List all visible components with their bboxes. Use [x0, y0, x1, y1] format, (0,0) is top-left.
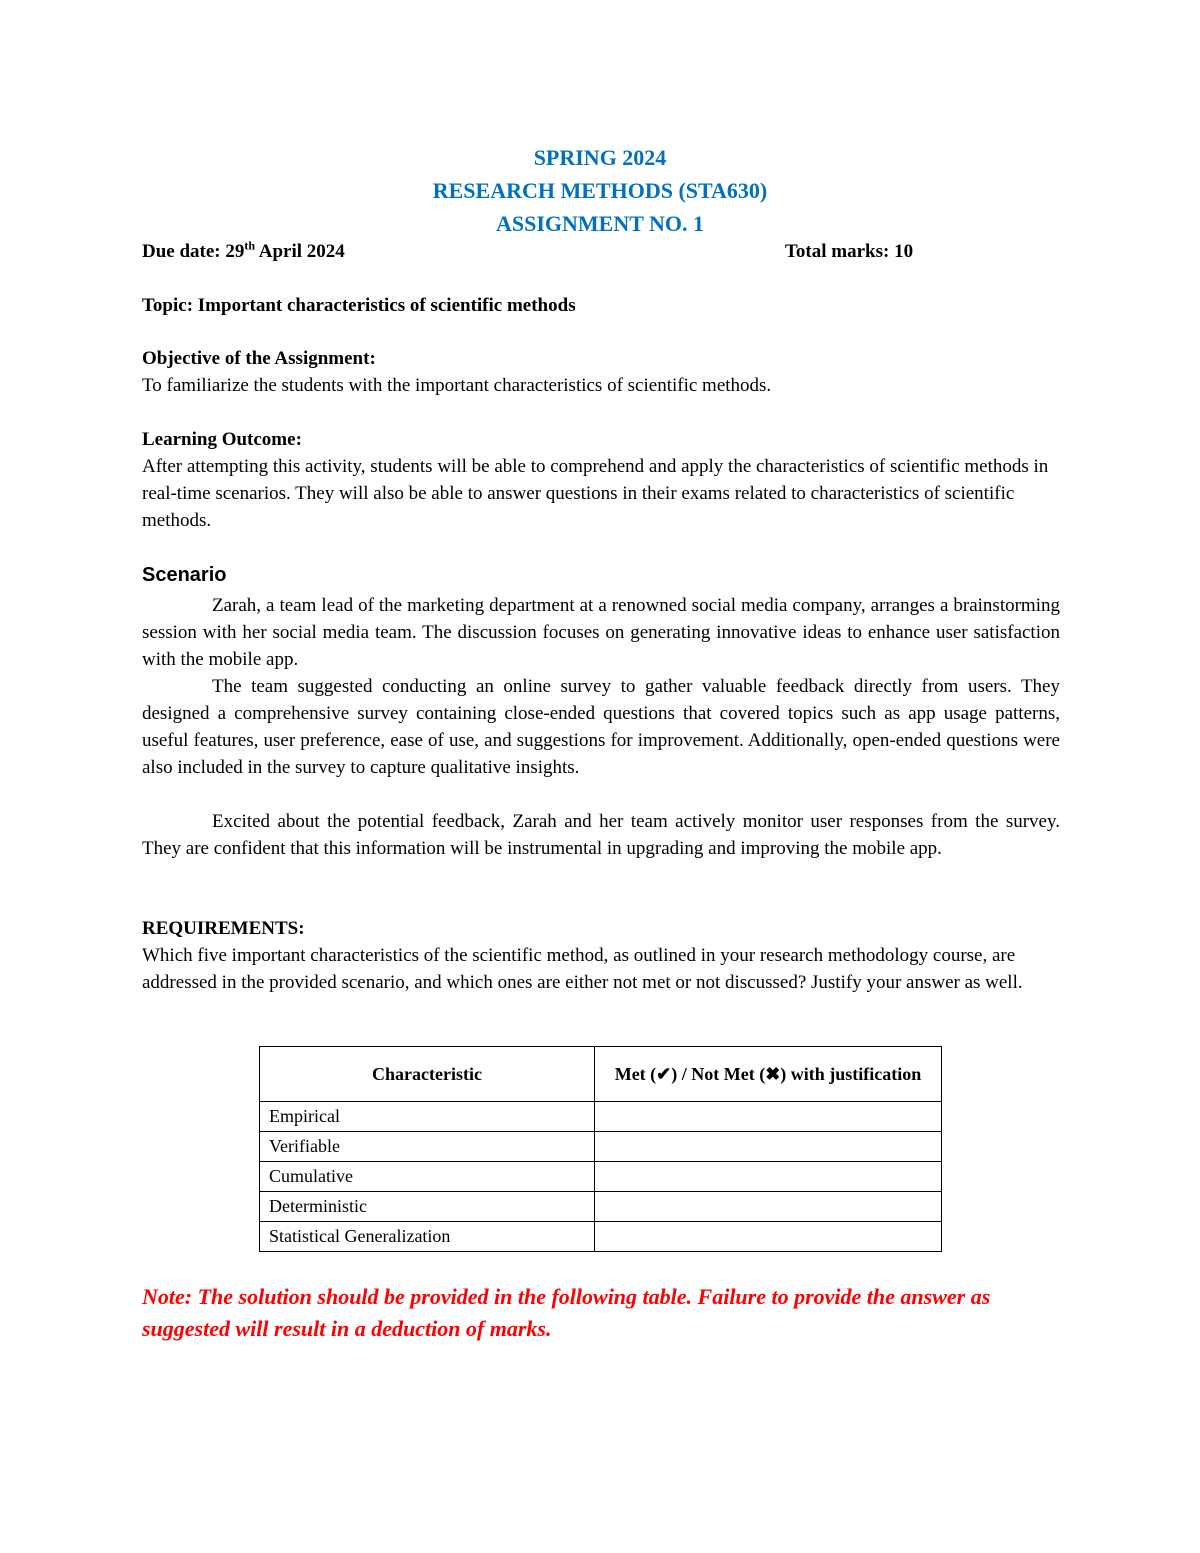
- justification-cell: [595, 1192, 942, 1222]
- semester-title: SPRING 2024: [533, 145, 667, 170]
- table-row: [260, 1222, 942, 1252]
- requirements-text: Which five important characteristics of the scientific method, as outlined in your research methodology course, are addressed in the provided scenario, and which ones are either not met or not discussed? Justify your answer as well.: [142, 945, 1023, 993]
- objective-heading: Objective of the Assignment:: [142, 348, 376, 369]
- requirements-heading: REQUIREMENTS:: [142, 918, 305, 939]
- table-row: [260, 1102, 942, 1132]
- due-date: [142, 240, 345, 264]
- topic: Topic: Important characteristics of scientific methods: [142, 295, 576, 316]
- characteristic-cell: Empirical: [260, 1102, 595, 1132]
- table-row: [260, 1132, 942, 1162]
- table-row: [260, 1162, 942, 1192]
- due-date-suffix: th: [244, 238, 256, 253]
- due-date-label: Due date: 29: [142, 241, 245, 262]
- characteristic-cell: Verifiable: [260, 1132, 595, 1162]
- table-header-row: [260, 1047, 942, 1102]
- scenario-paragraph-1: Zarah, a team lead of the marketing department at a renowned social media company, arranges a brainstorming session with her social media team. The discussion focuses on generating innovative ideas to enhance user satisfaction with the mobile app.: [142, 595, 1060, 670]
- learning-outcome-text: After attempting this activity, students will be able to comprehend and apply the characteristics of scientific methods in real-time scenarios. They will also be able to answer questions in their exams related to characteristics of scientific methods.: [142, 456, 1049, 531]
- characteristic-cell: Statistical Generalization: [260, 1222, 595, 1252]
- characteristic-column-header: Characteristic: [260, 1047, 595, 1102]
- table-row: [260, 1192, 942, 1222]
- objective-text: To familiarize the students with the important characteristics of scientific methods.: [142, 375, 772, 396]
- scenario-paragraph-2: The team suggested conducting an online survey to gather valuable feedback directly from users. They designed a comprehensive survey containing close-ended questions that covered topics such as app usage patterns, useful features, user preference, ease of use, and suggestions for improvement. Additionally, open-ended questions were also included in the survey to capture qualitative insights.: [142, 676, 1060, 778]
- characteristics-table: [259, 1046, 942, 1252]
- scenario-paragraph-3: Excited about the potential feedback, Zarah and her team actively monitor user responses from the survey. They are confident that this information will be instrumental in upgrading and improving the mobile app.: [142, 811, 1060, 859]
- assignment-title: ASSIGNMENT NO. 1: [495, 211, 705, 236]
- learning-outcome-heading: Learning Outcome:: [142, 429, 302, 450]
- characteristic-cell: Deterministic: [260, 1192, 595, 1222]
- justification-cell: [595, 1162, 942, 1192]
- course-title: RESEARCH METHODS (STA630): [432, 178, 768, 203]
- note-text: Note: The solution should be provided in the following table. Failure to provide the answer as suggested will result in a deduction of marks.: [142, 1284, 991, 1341]
- due-date-rest: April 2024: [255, 241, 345, 262]
- total-marks: Total marks: 10: [785, 241, 914, 262]
- justification-cell: [595, 1222, 942, 1252]
- scenario-heading: Scenario: [142, 564, 227, 586]
- met-column-header: Met (✔) / Not Met (✖) with justification: [595, 1047, 942, 1102]
- characteristic-cell: Cumulative: [260, 1162, 595, 1192]
- justification-cell: [595, 1132, 942, 1162]
- justification-cell: [595, 1102, 942, 1132]
